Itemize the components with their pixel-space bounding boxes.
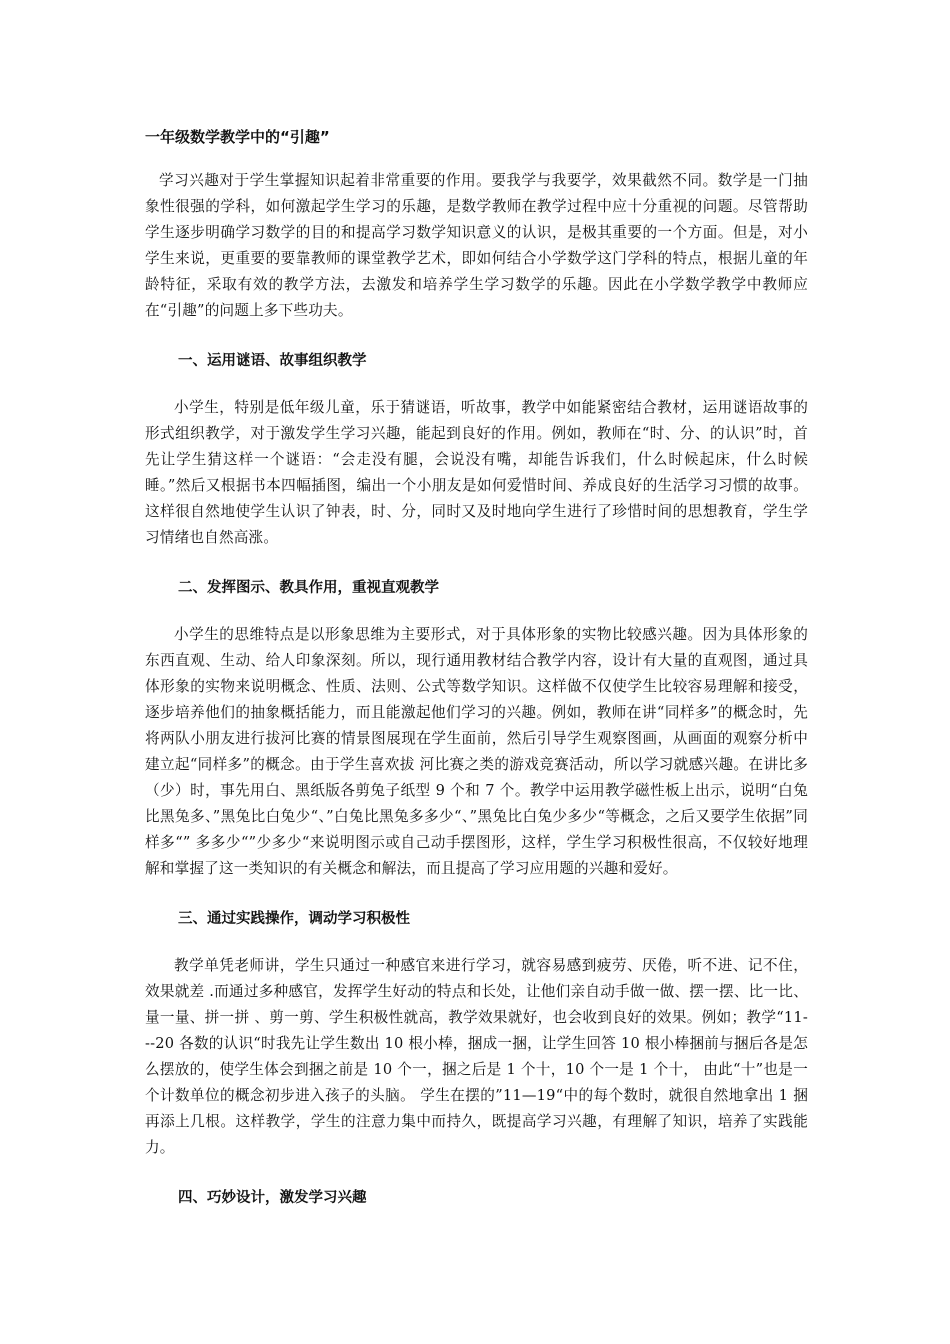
section-body-3: 教学单凭老师讲，学生只通过一种感官来进行学习，就容易感到疲劳、厌倦，听不进、记不住，效果就差 .而通过多种感官，发挥学生好动的特点和长处，让他们亲自动手做一做、摆一摆、比一比、量一量、拼一拼 、剪一剪、学生积极性就高，教学效果就好，也会收到良好的效果。例如；教学“11---20 各数的认识“时我先让学生数出 10 根小棒，捆成一捆，让学生回答 10 根小棒捆前与捆后各是怎么摆放的，使学生体会到捆之前是 10 个一，捆之后是 1 个十，10 个一是 1 个十， 由此“十”也是一个计数单位的概念初步进入孩子的头脑。 学生在摆的”11—19“中的每个数时，就很自然地拿出 1 捆再添上几根。这样教学，学生的注意力集中而持久，既提高学习兴趣，有理解了知识，培养了实践能力。 <box>145 957 808 1156</box>
section-body-2: 小学生的思维特点是以形象思维为主要形式，对于具体形象的实物比较感兴趣。因为具体形象的东西直观、生动、给人印象深刻。所以，现行通用教材结合教学内容，设计有大量的直观图，通过具体形象的实物来说明概念、性质、法则、公式等数学知识。这样做不仅使学生比较容易理解和接受，逐步培养他们的抽象概括能力，而且能激起他们学习的兴趣。例如，教师在讲“同样多”的概念时，先将两队小朋友进行拔河比赛的情景图展现在学生面前，然后引导学生观察图画，从画面的观察分析中建立起“同样多”的概念。由于学生喜欢拔 河比赛之类的游戏竞赛活动，所以学习就感兴趣。在讲比多（少）时，事先用白、黑纸版各剪兔子纸型 9 个和 7 个。教学中运用教学磁性板上出示，说明“白兔比黑兔多、”黑兔比白兔少“、”白兔比黑兔多多少“、”黑兔比白兔少多少“等概念，之后又要学生依据”同样多“” 多多少“”少多少“来说明图示或自己动手摆图形，这样，学生学习积极性很高，不仅较好地理解和掌握了这一类知识的有关概念和解法，而且提高了学习应用题的兴趣和爱好。 <box>145 626 808 877</box>
intro-paragraph: 学习兴趣对于学生掌握知识起着非常重要的作用。要我学与我要学，效果截然不同。数学是一门抽象性很强的学科，如何激起学生学习的乐趣，是数学教师在教学过程中应十分重视的问题。尽管帮助学生逐步明确学习数学的目的和提高学习数学知识意义的认识，是极其重要的一个方面。但是，对小学生来说，更重要的要靠教师的课堂教学艺术，即如何结合小学数学这门学科的特点，根据儿童的年龄特征，采取有效的教学方法，去激发和培养学生学习数学的乐趣。因此在小学数学教学中教师应在“引趣”的问题上多下些功夫。 <box>145 172 808 319</box>
section-heading-4: 四、巧妙设计，激发学习兴趣 <box>178 1190 367 1206</box>
section-heading-3: 三、通过实践操作，调动学习积极性 <box>178 911 410 927</box>
section-heading-2: 二、发挥图示、教具作用，重视直观教学 <box>178 580 439 596</box>
section-body-1: 小学生，特别是低年级儿童，乐于猜谜语，听故事，教学中如能紧密结合教材，运用谜语故事的形式组织教学，对于激发学生学习兴趣，能起到良好的作用。例如，教师在“时、分、的认识”时，首先让学生猜这样一个谜语：“会走没有腿，会说没有嘴，却能告诉我们，什么时候起床，什么时候睡。”然后又根据书本四幅插图，编出一个小朋友是如何爱惜时间、养成良好的生活学习习惯的故事。这样很自然地使学生认识了钟表，时、分，同时又及时地向学生进行了珍惜时间的思想教育，学生学习情绪也自然高涨。 <box>145 399 808 546</box>
section-heading-1: 一、运用谜语、故事组织教学 <box>178 353 367 369</box>
document-page <box>145 126 808 1232</box>
document-title: 一年级数学教学中的“引趣” <box>145 128 330 146</box>
